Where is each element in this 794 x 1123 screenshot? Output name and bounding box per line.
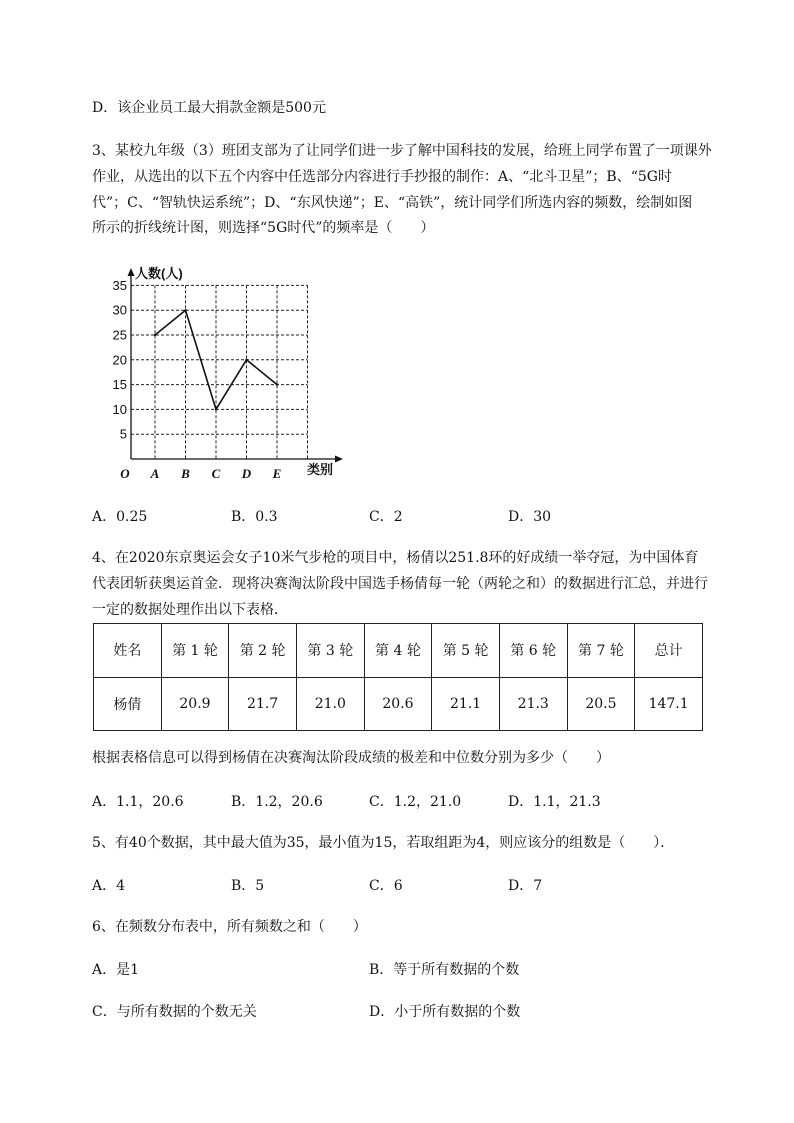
q6-option-c[interactable]: C．与所有数据的个数无关 — [92, 1004, 257, 1020]
y-axis-title: 人数(人) — [135, 266, 183, 281]
q4-option-a[interactable]: A．1.1，20.6 — [92, 794, 184, 810]
q6-text: 6、在频数分布表中，所有频数之和（ ） — [92, 919, 367, 935]
table-row — [94, 677, 703, 731]
table-header-cell: 总计 — [635, 624, 703, 678]
table-header-cell: 第 1 轮 — [161, 624, 229, 678]
series-line-segment — [247, 360, 278, 385]
table-header-cell: 第 6 轮 — [499, 624, 567, 678]
q3-option-a[interactable]: A．0.25 — [92, 509, 148, 525]
table-cell: 20.6 — [364, 677, 432, 731]
table-cell: 21.1 — [432, 677, 500, 731]
x-tick-label: C — [211, 466, 221, 481]
table-header-cell: 第 3 轮 — [296, 624, 364, 678]
q3-text-line-1: 3、某校九年级（3）班团支部为了让同学们进一步了解中国科技的发展，给班上同学布置了一项课外 — [92, 143, 712, 159]
q6-option-b[interactable]: B．等于所有数据的个数 — [369, 962, 520, 978]
table-cell: 21.0 — [296, 677, 364, 731]
q3-option-b[interactable]: B．0.3 — [231, 509, 278, 525]
q5-option-b[interactable]: B．5 — [231, 878, 265, 894]
data-point — [184, 309, 186, 311]
q5-text: 5、有40个数据，其中最大值为35，最小值为15，若取组距为4，则应该分的组数是（ ）． — [92, 835, 675, 851]
q3-text-line-4: 所示的折线统计图，则选择“5G时代”的频率是（ ） — [92, 220, 435, 236]
table-cell: 杨倩 — [94, 677, 162, 731]
y-tick-label: 15 — [112, 377, 127, 393]
table-header-cell: 第 7 轮 — [567, 624, 635, 678]
q6-option-d[interactable]: D．小于所有数据的个数 — [369, 1004, 521, 1020]
q4-option-d[interactable]: D．1.1，21.3 — [508, 794, 601, 810]
q6-option-a[interactable]: A．是1 — [92, 962, 140, 978]
data-point — [245, 359, 247, 361]
q4-option-c[interactable]: C．1.2，21.0 — [369, 794, 462, 810]
y-tick-label: 20 — [112, 352, 127, 368]
x-axis-title: 类别 — [307, 462, 334, 477]
table-header-cell: 第 4 轮 — [364, 624, 432, 678]
y-tick-label: 5 — [119, 426, 127, 442]
q5-option-a[interactable]: A．4 — [92, 878, 126, 894]
table-cell: 147.1 — [635, 677, 703, 731]
table-cell: 21.7 — [229, 677, 297, 731]
prev-option-d: D．该企业员工最大捐款金额是500元 — [92, 100, 326, 116]
data-point — [276, 383, 278, 385]
x-tick-label: E — [272, 466, 282, 481]
y-tick-label: 30 — [112, 302, 127, 318]
origin-label: O — [120, 466, 130, 481]
q5-option-c[interactable]: C．6 — [369, 878, 403, 894]
x-tick-label: B — [181, 466, 190, 481]
y-tick-label: 10 — [112, 401, 127, 417]
series-line-segment — [155, 310, 186, 335]
table-cell: 20.9 — [161, 677, 229, 731]
q3-option-c[interactable]: C．2 — [369, 509, 403, 525]
x-tick-label: A — [150, 466, 160, 481]
table-header-cell: 第 2 轮 — [229, 624, 297, 678]
y-tick-label: 35 — [112, 277, 127, 293]
frequency-line-chart — [112, 262, 345, 484]
data-point — [215, 408, 217, 410]
table-cell: 20.5 — [567, 677, 635, 731]
q3-text-line-3: 代”；C、“智轨快运系统”；D、“东风快递”；E、“高铁”，统计同学们所选内容的频数，绘制如图 — [92, 195, 693, 211]
q4-question: 根据表格信息可以得到杨倩在决赛淘汰阶段成绩的极差和中位数分别为多少（ ） — [92, 750, 610, 766]
data-point — [154, 334, 156, 336]
q5-option-d[interactable]: D．7 — [508, 878, 543, 894]
q3-option-d[interactable]: D．30 — [508, 509, 552, 525]
table-header-cell: 第 5 轮 — [432, 624, 500, 678]
y-tick-label: 25 — [112, 327, 127, 343]
scores-table — [93, 623, 703, 731]
table-header-row — [94, 624, 703, 678]
q3-text-line-2: 作业，从选出的以下五个内容中任选部分内容进行手抄报的制作：A、“北斗卫星”；B、“5G时 — [92, 169, 672, 185]
q4-text-line-3: 一定的数据处理作出以下表格． — [92, 602, 288, 618]
x-axis-arrow — [335, 456, 343, 463]
q4-text-line-1: 4、在2020东京奥运会女子10米气步枪的项目中，杨倩以251.8环的好成绩一举夺冠，为中国体育 — [92, 550, 699, 566]
q4-text-line-2: 代表团斩获奥运首金．现将决赛淘汰阶段中国选手杨倩每一轮（两轮之和）的数据进行汇总，并进行 — [92, 576, 708, 592]
y-axis-arrow — [128, 268, 135, 276]
table-header-cell: 姓名 — [94, 624, 162, 678]
x-tick-label: D — [241, 466, 252, 481]
q4-option-b[interactable]: B．1.2，20.6 — [231, 794, 323, 810]
table-cell: 21.3 — [499, 677, 567, 731]
